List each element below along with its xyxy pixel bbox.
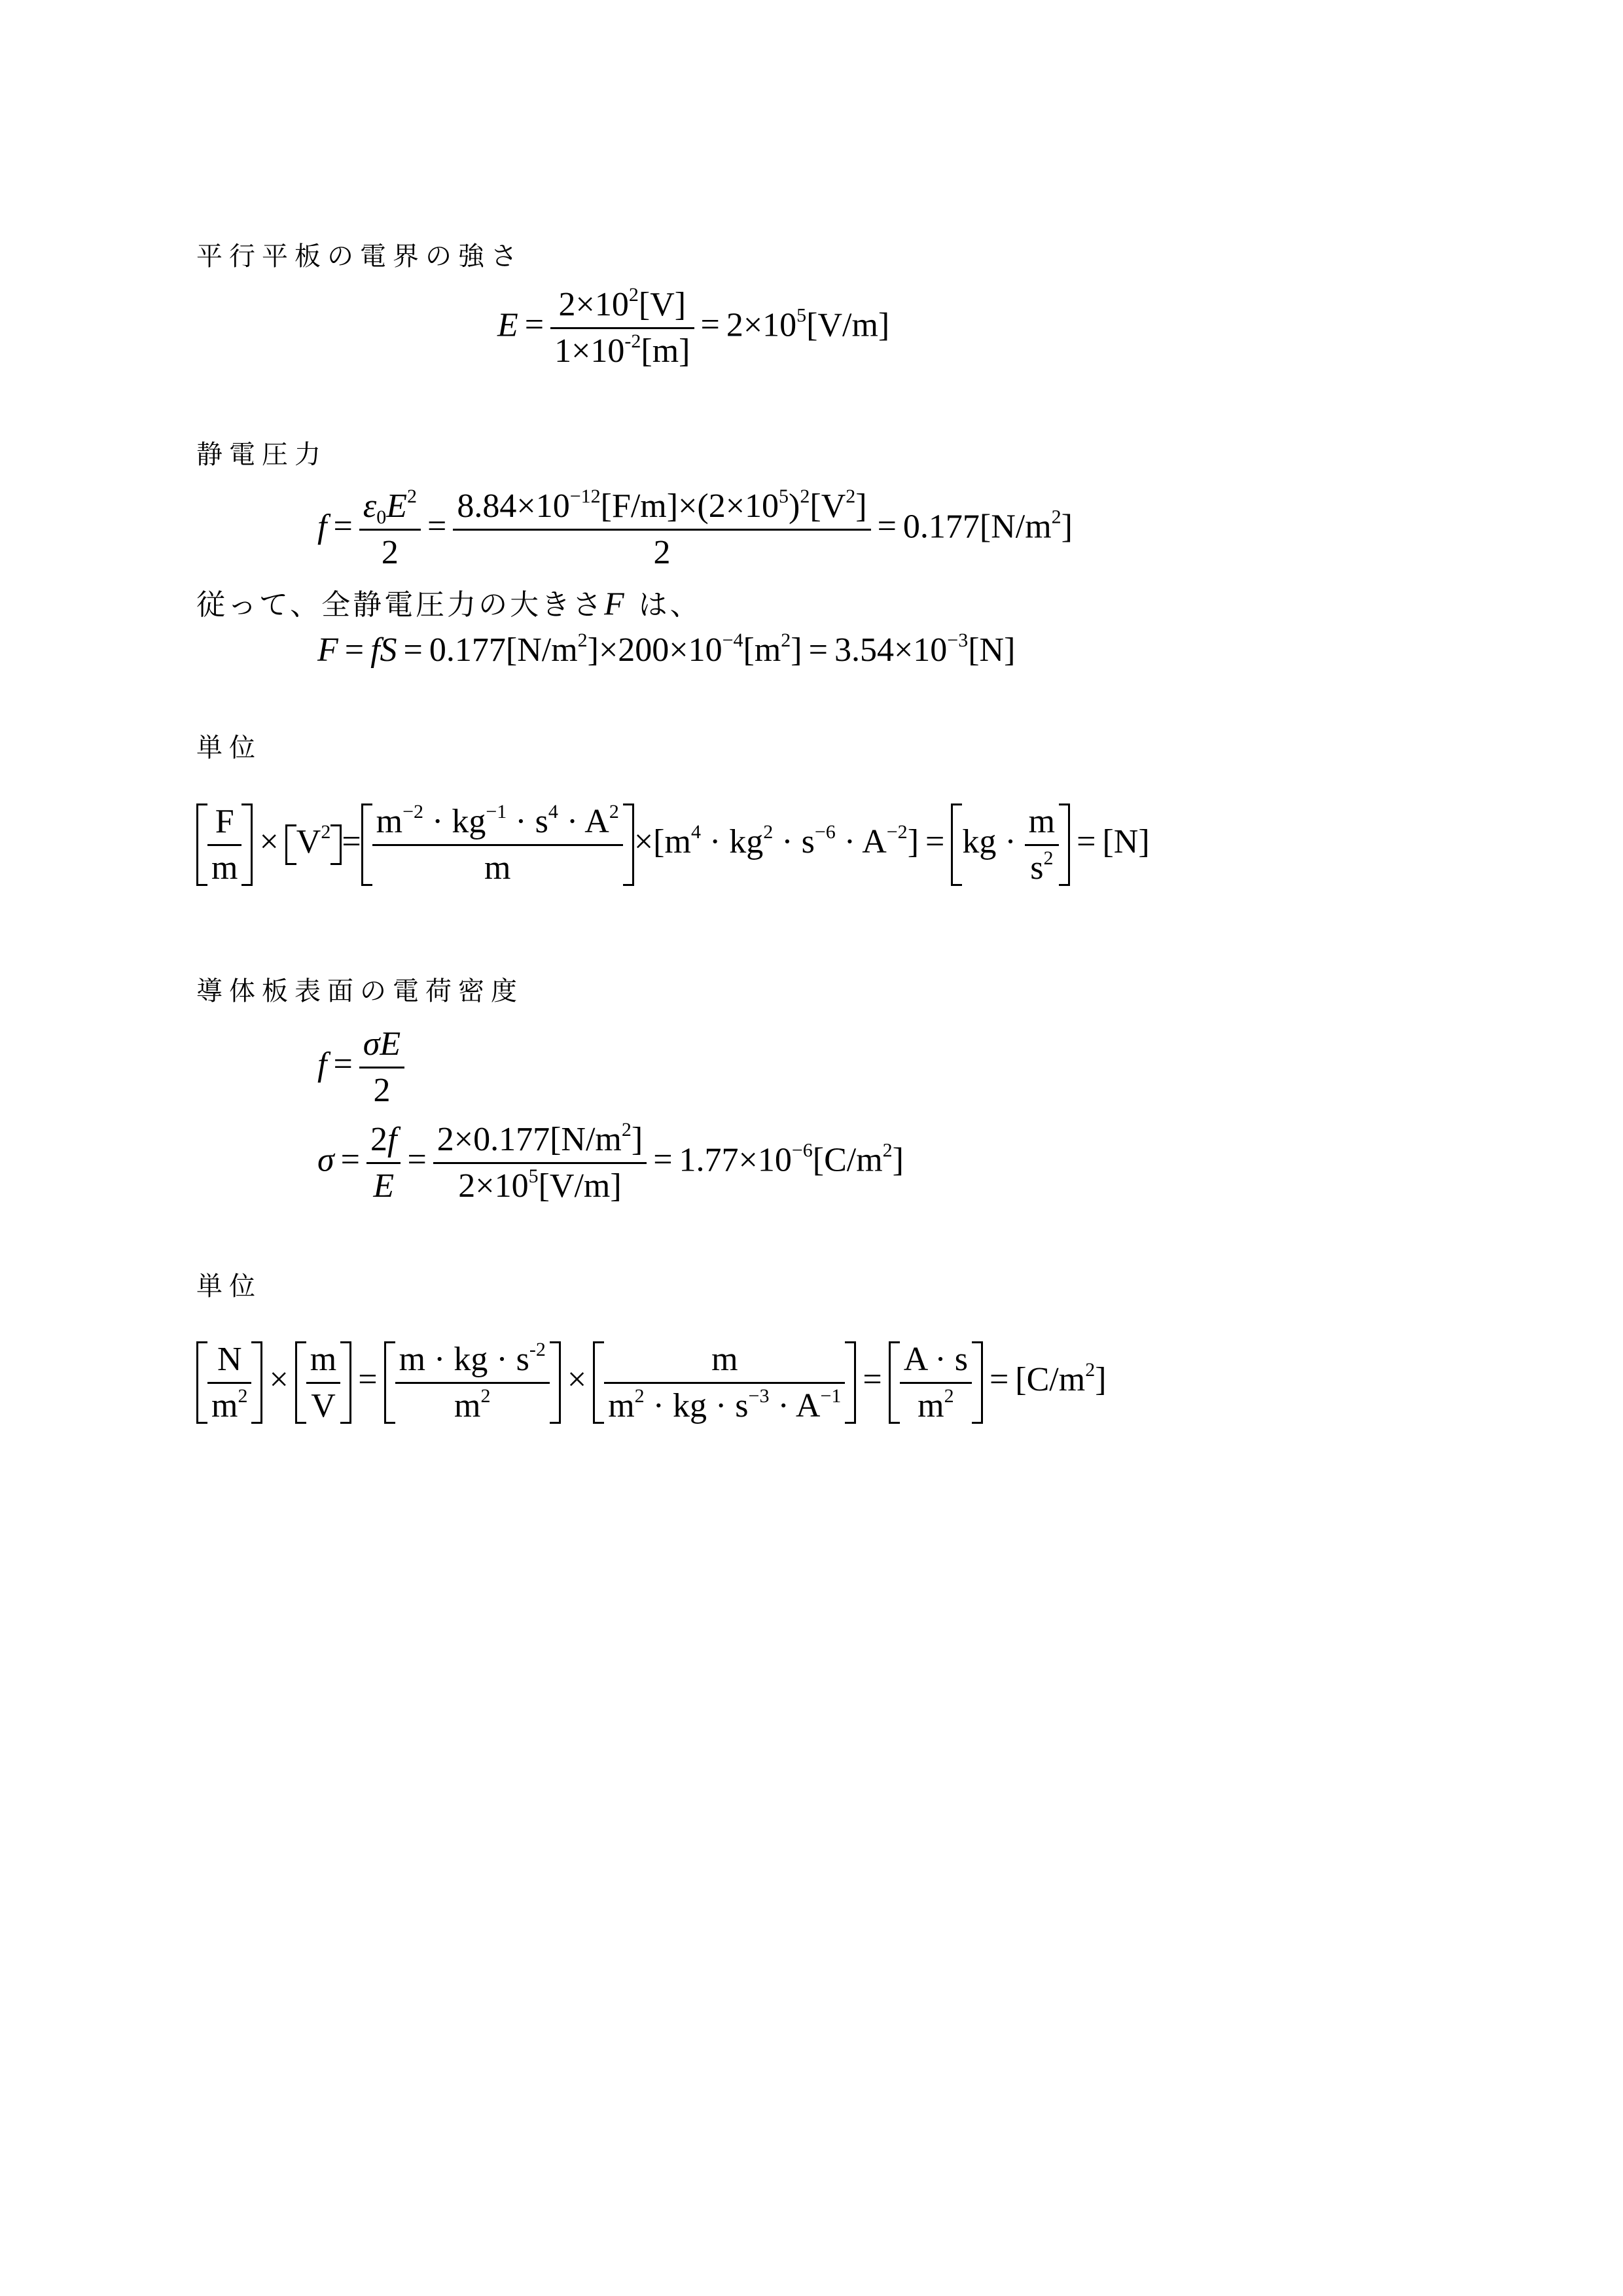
equation-unit-1: $\frac{F}{m}$ × $V^2$ = $\frac{m^{-2} \cdot kg^{-1} \cdot s^4 \cdot A^2}{m}$ $\times[m^4 \cdot kg^2 \cdot s^{-6} \cdot A^{-2}]$ = kg · $\frac{m}{s^2}$ = [N] xyxy=(196,804,1150,886)
heading-charge-density: 導体板表面の電荷密度 xyxy=(196,976,524,1006)
equation-total-force: F = fS = $0.177[N/m^2]\times 200\times 10^{-4}[m^2] = 3.54\times 10^{-3}[N]$ xyxy=(317,629,1016,669)
equation-f-sigma: f = $\frac{\sigma E}{2}$ xyxy=(317,1027,404,1108)
heading-electrostatic-pressure: 静電圧力 xyxy=(196,440,327,470)
equation-pressure: f = $\frac{\varepsilon_0E^2}{2}$ = $\frac{8.84\times 10^{-12}[F/m]\times(2\times 10^5)^2[V^2]}{2}$ = $0.177[N/m^2]$ xyxy=(317,486,1073,571)
followup-suffix: は、 xyxy=(626,588,702,622)
heading-field-strength: 平行平板の電界の強さ xyxy=(196,241,524,272)
followup-var: F xyxy=(604,585,627,622)
heading-unit-2: 単位 xyxy=(196,1271,262,1301)
followup-text: 従って、全静電圧力の大きさ xyxy=(196,588,605,622)
equation-sigma: σ = $\frac{2f}{E}$ = $\frac{2\times 0.177[N/m^2]}{2\times 10^5[V/m]}$ = $1.77\times 10^{-6}[C/m^2]$ xyxy=(317,1119,904,1205)
equation-unit-2: $\frac{N}{m^2}$ × $\frac{m}{V}$ = $\frac{m \cdot kg \cdot s^{-2}}{m^2}$ × $\frac{m}{m^2 \cdot kg \cdot s^{-3} \cdot A^{-1}}$ = $\frac{A \cdot s}{m^2}$ = $[C/m^2]$ xyxy=(196,1341,1107,1424)
heading-unit-1: 単位 xyxy=(196,733,262,763)
text-total-force-intro xyxy=(196,587,702,620)
equation-field-strength: E = $\frac{2\times 10^2[V]}{1\times 10^{-2}[m]}$ = $2\times 10^5[V/m]$ xyxy=(497,284,890,370)
